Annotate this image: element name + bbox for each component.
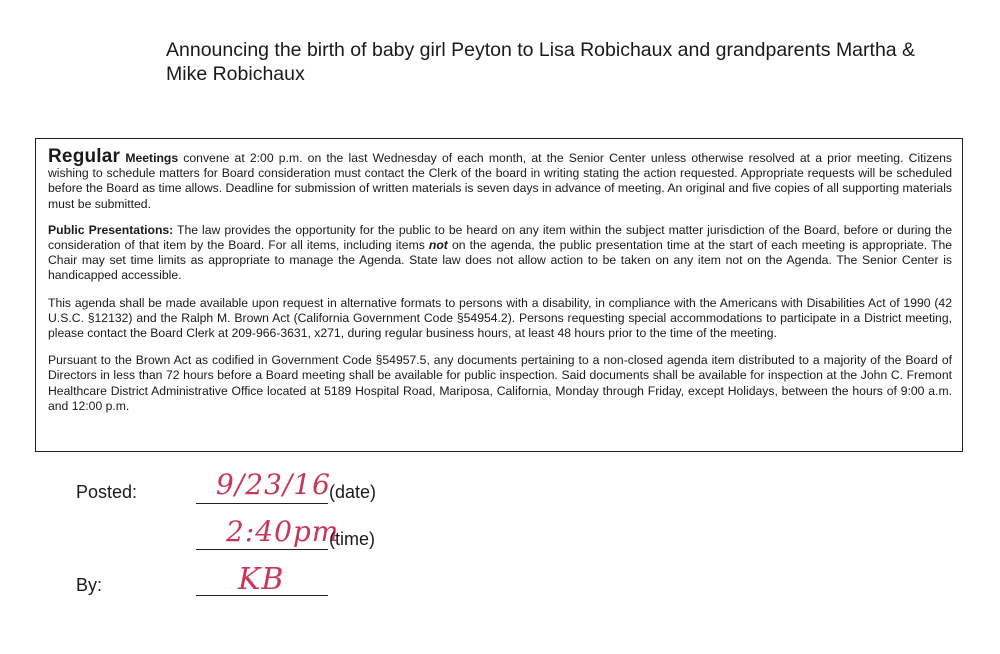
signature-line	[196, 595, 328, 596]
public-presentations-body-1: The law provides the opportunity for the public to be heard on any item within the subject matter jurisdiction of the Board, before or during the consideration of that item by the Board. For all items, including items	[48, 222, 952, 253]
brown-act-paragraph: Pursuant to the Brown Act as codified in Government Code §54957.5, any documents pertaining to a non-closed agenda item distributed to a majority of the Board of Directors in less than 72 hours before a Board meeting shall be available for public inspection. Said documents shall be available for inspection at the John C. Fremont Healthcare District Administrative Office located at 5189 Hospital Road, Mariposa, California, Monday through Friday, except Holidays, between the hours of 9:00 a.m. and 12:00 p.m.	[48, 353, 952, 413]
date-line	[196, 503, 328, 504]
date-suffix: (date)	[329, 482, 377, 502]
regular-meetings-paragraph	[48, 146, 952, 212]
public-presentations-emphasis: not	[428, 238, 448, 253]
announcement-text: Announcing the birth of baby girl Peyton to Lisa Robichaux and grandparents Martha & Mike Robichaux	[166, 39, 916, 85]
regular-heading: Regular	[48, 146, 121, 167]
meetings-heading: Meetings	[125, 151, 179, 165]
posted-date-handwriting: 9/23/16	[216, 468, 331, 501]
time-line	[196, 549, 328, 550]
by-label: By:	[76, 575, 103, 595]
ada-paragraph: This agenda shall be made available upon request in alternative formats to persons with a disability, in compliance with the Americans with Disabilities Act of 1990 (42 U.S.C. §12132) and the Ralph M. Brown Act (California Government Code §54954.2). Persons requesting special accommodations to participate in a District meeting, please contact the Board Clerk at 209-966-3631, x271, during regular business hours, at least 48 hours prior to the time of the meeting.	[48, 295, 952, 341]
public-presentations-heading: Public Presentations:	[48, 222, 174, 237]
public-presentations-body-2: on the agenda, the public presentation time at the start of each meeting is appropriate. The Chair may set time limits as appropriate to manage the Agenda. State law does not allow action to be taken on any item not on the Agenda. The Senior Center is handicapped accessible.	[48, 238, 952, 283]
meeting-notice-box	[35, 138, 963, 452]
public-presentations-paragraph	[48, 223, 952, 284]
posted-time-handwriting: 2:40pm	[226, 515, 340, 548]
posted-label: Posted:	[76, 482, 138, 502]
time-suffix: (time)	[329, 529, 375, 549]
regular-meetings-body: convene at 2:00 p.m. on the last Wednesday of each month, at the Senior Center unless otherwise resolved at a prior meeting. Citizens wishing to schedule matters for Board consideration must contact the Clerk of the board in writing stating the action requested. Appropriate requests will be scheduled before the Board as time allows. Deadline for submission of written materials is seven days in advance of meeting. An original and five copies of all supporting materials must be submitted.	[48, 151, 952, 211]
signature-handwriting: KB	[238, 562, 285, 597]
